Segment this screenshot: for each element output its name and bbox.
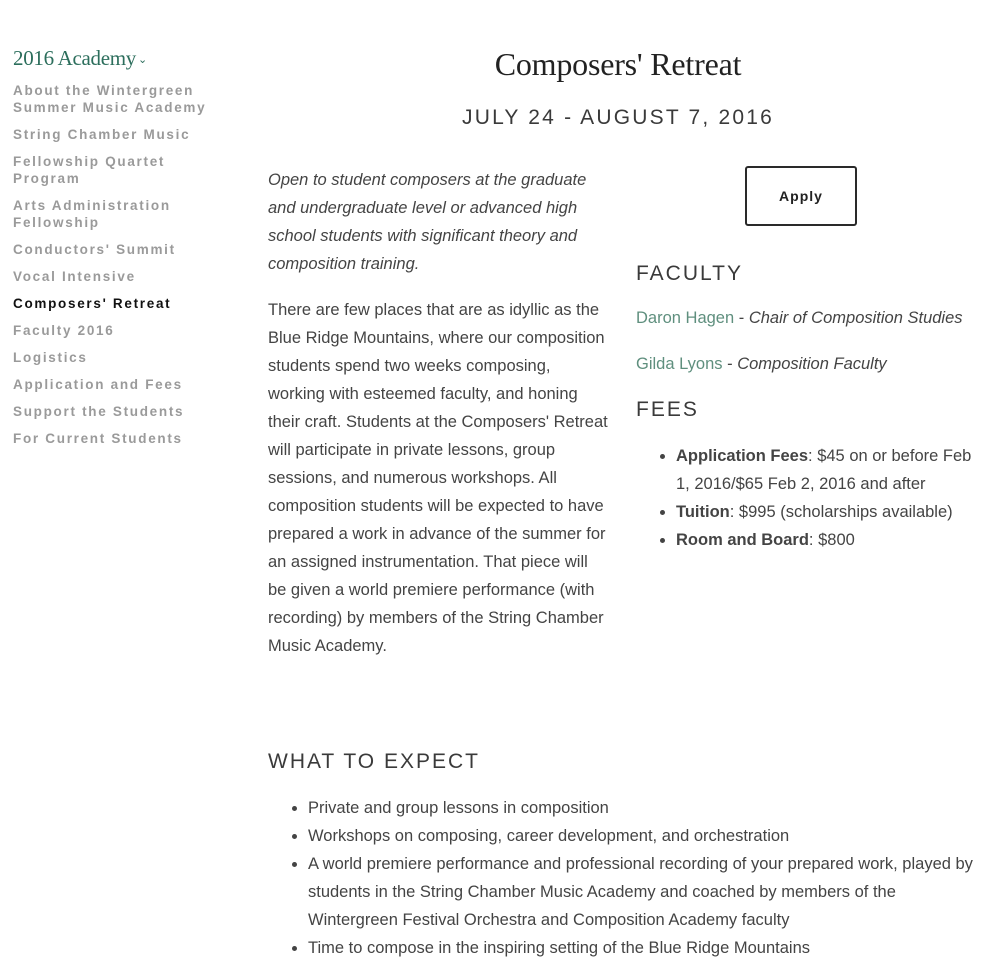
sidebar-item-logistics[interactable]: Logistics xyxy=(13,350,88,365)
faculty-link-gilda-lyons[interactable]: Gilda Lyons xyxy=(636,355,723,373)
list-item: • Time to compose in the inspiring setting of the Blue Ridge Mountains xyxy=(308,934,978,962)
description-column xyxy=(268,166,608,660)
fee-item xyxy=(676,442,981,498)
sidebar xyxy=(13,44,213,457)
apply-button[interactable]: Apply xyxy=(745,166,857,226)
page-title: Composers' Retreat xyxy=(494,46,742,82)
chevron-down-icon: ⌄ xyxy=(137,54,147,66)
sidebar-item-faculty-2016[interactable]: Faculty 2016 xyxy=(13,323,115,338)
sidebar-item-string-chamber-music[interactable]: String Chamber Music xyxy=(13,127,191,142)
fees-heading: FEES xyxy=(636,398,699,421)
fee-value: : $800 xyxy=(808,531,855,549)
fee-item xyxy=(676,526,981,554)
faculty-link-daron-hagen[interactable]: Daron Hagen xyxy=(636,309,735,327)
event-dates: JULY 24 - AUGUST 7, 2016 xyxy=(462,106,774,129)
list-item: • Private and group lessons in composition xyxy=(308,794,978,822)
info-column xyxy=(636,166,981,554)
sidebar-section-toggle[interactable] xyxy=(13,44,147,74)
sidebar-nav xyxy=(13,82,213,447)
expect-list xyxy=(268,794,978,962)
faculty-separator: - xyxy=(722,355,738,373)
sidebar-item-application-fees[interactable]: Application and Fees xyxy=(13,377,183,392)
intro-text: Open to student composers at the graduate and undergraduate level or advanced high school students with significant theory and composition training. xyxy=(268,171,587,273)
sidebar-item-about[interactable]: About the Wintergreen Summer Music Academy xyxy=(13,83,207,115)
faculty-role: Composition Faculty xyxy=(737,355,887,373)
sidebar-item-vocal-intensive[interactable]: Vocal Intensive xyxy=(13,269,136,284)
sidebar-item-support-students[interactable]: Support the Students xyxy=(13,404,185,419)
fee-value: : $995 (scholarships available) xyxy=(729,503,953,521)
faculty-heading: FACULTY xyxy=(636,262,743,285)
list-item: • Workshops on composing, career development, and orchestration xyxy=(308,822,978,850)
sidebar-item-current-students[interactable]: For Current Students xyxy=(13,431,183,446)
sidebar-item-composers-retreat[interactable]: Composers' Retreat xyxy=(13,296,172,311)
fee-value: : $45 on or before Feb 1, 2016/$65 Feb 2, 2016 and after xyxy=(676,447,972,493)
faculty-separator: - xyxy=(734,309,749,327)
sidebar-item-fellowship-quartet[interactable]: Fellowship Quartet Program xyxy=(13,154,166,186)
fee-item xyxy=(676,498,981,526)
sidebar-item-arts-administration[interactable]: Arts Administration Fellowship xyxy=(13,198,171,230)
sidebar-title: 2016 Academy xyxy=(13,46,136,70)
faculty-entry xyxy=(636,304,981,332)
fee-label: Application Fees xyxy=(676,447,809,465)
body-text: There are few places that are as idyllic as the Blue Ridge Mountains, where our composition students spend two weeks composing, working with esteemed faculty, and honing their craft. Students at the Composers' Retreat will participate in private lessons, group sessions, and numerous workshops. All composition students will be expected to have prepared a work in advance of the summer for an assigned instrumentation. That piece will be given a world premiere performance (with recording) by members of the String Chamber Music Academy. xyxy=(268,301,608,655)
what-to-expect-section xyxy=(268,748,978,962)
list-item: • A world premiere performance and professional recording of your prepared work, played by students in the String Chamber Music Academy and coached by members of the Wintergreen Festival Orchestra and Composition Academy faculty xyxy=(308,850,978,934)
fee-label: Tuition xyxy=(676,503,730,521)
what-to-expect-heading: WHAT TO EXPECT xyxy=(268,750,480,773)
sidebar-item-conductors-summit[interactable]: Conductors' Summit xyxy=(13,242,176,257)
faculty-role: Chair of Composition Studies xyxy=(748,309,963,327)
faculty-entry xyxy=(636,350,981,378)
fee-label: Room and Board xyxy=(676,531,809,549)
fees-list xyxy=(636,442,981,554)
